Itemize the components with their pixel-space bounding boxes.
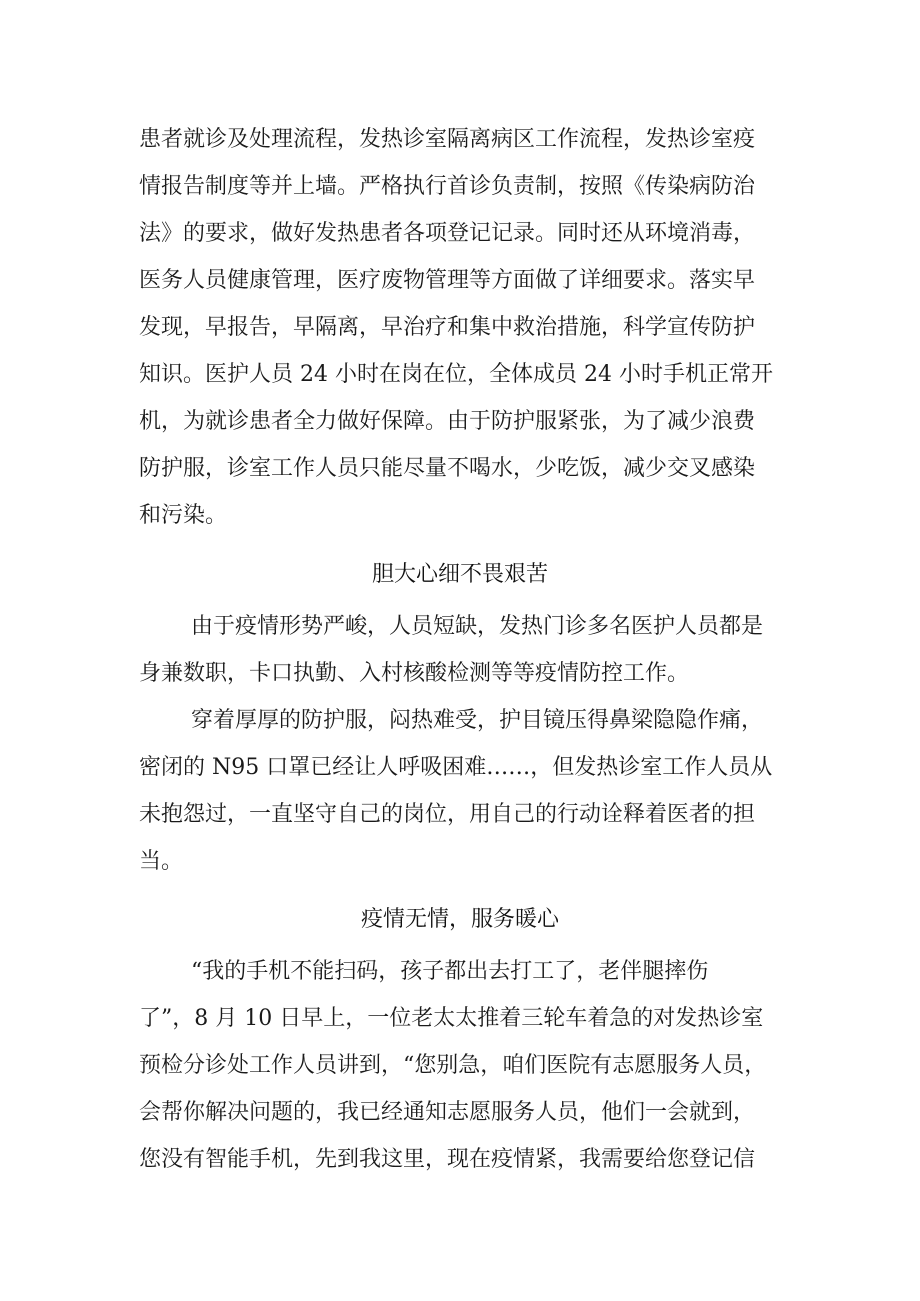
paragraph-line: 当。	[139, 849, 184, 874]
paragraph-line: 法》的要求，做好发热患者各项登记记录。同时还从环境消毒，	[139, 221, 756, 246]
paragraph-line: 穿着厚厚的防护服，闷热难受，护目镜压得鼻梁隐隐作痛，	[191, 708, 764, 733]
paragraph-line: 机，为就诊患者全力做好保障。由于防护服紧张，为了减少浪费	[139, 409, 756, 434]
paragraph-line: 密闭的 N95 口罩已经让人呼吸困难……，但发热诊室工作人员从	[139, 755, 773, 780]
paragraph-line: 患者就诊及处理流程，发热诊室隔离病区工作流程，发热诊室疫	[139, 127, 756, 152]
paragraph-line: 身兼数职，卡口执勤、入村核酸检测等等疫情防控工作。	[139, 661, 690, 686]
paragraph-line: 防护服，诊室工作人员只能尽量不喝水，少吃饭，减少交叉感染	[139, 456, 756, 481]
paragraph-line: 情报告制度等并上墙。严格执行首诊负责制，按照《传染病防治	[139, 174, 756, 199]
paragraph-line: 和污染。	[139, 503, 228, 528]
paragraph-line: 发现，早报告，早隔离，早治疗和集中救治措施，科学宣传防护	[139, 315, 756, 340]
paragraph-line: 医务人员健康管理，医疗废物管理等方面做了详细要求。落实早	[139, 268, 756, 293]
section-heading: 胆大心细不畏艰苦	[371, 562, 548, 587]
paragraph-line: “我的手机不能扫码，孩子都出去打工了，老伴腿摔伤	[191, 959, 709, 984]
paragraph-line: 您没有智能手机，先到我这里，现在疫情紧，我需要给您登记信	[139, 1147, 756, 1172]
paragraph-line: 由于疫情形势严峻，人员短缺，发热门诊多名医护人员都是	[191, 614, 764, 639]
paragraph-line: 未抱怨过，一直坚守自己的岗位，用自己的行动诠释着医者的担	[139, 802, 756, 827]
paragraph-line: 了”，8 月 10 日早上，一位老太太推着三轮车着急的对发热诊室	[139, 1006, 764, 1031]
section-heading: 疫情无情，服务暖心	[360, 907, 559, 932]
paragraph-line: 会帮你解决问题的，我已经通知志愿服务人员，他们一会就到，	[139, 1100, 756, 1125]
paragraph-line: 预检分诊处工作人员讲到，“您别急，咱们医院有志愿服务人员，	[139, 1053, 767, 1078]
paragraph-line: 知识。医护人员 24 小时在岗在位，全体成员 24 小时手机正常开	[139, 362, 773, 387]
